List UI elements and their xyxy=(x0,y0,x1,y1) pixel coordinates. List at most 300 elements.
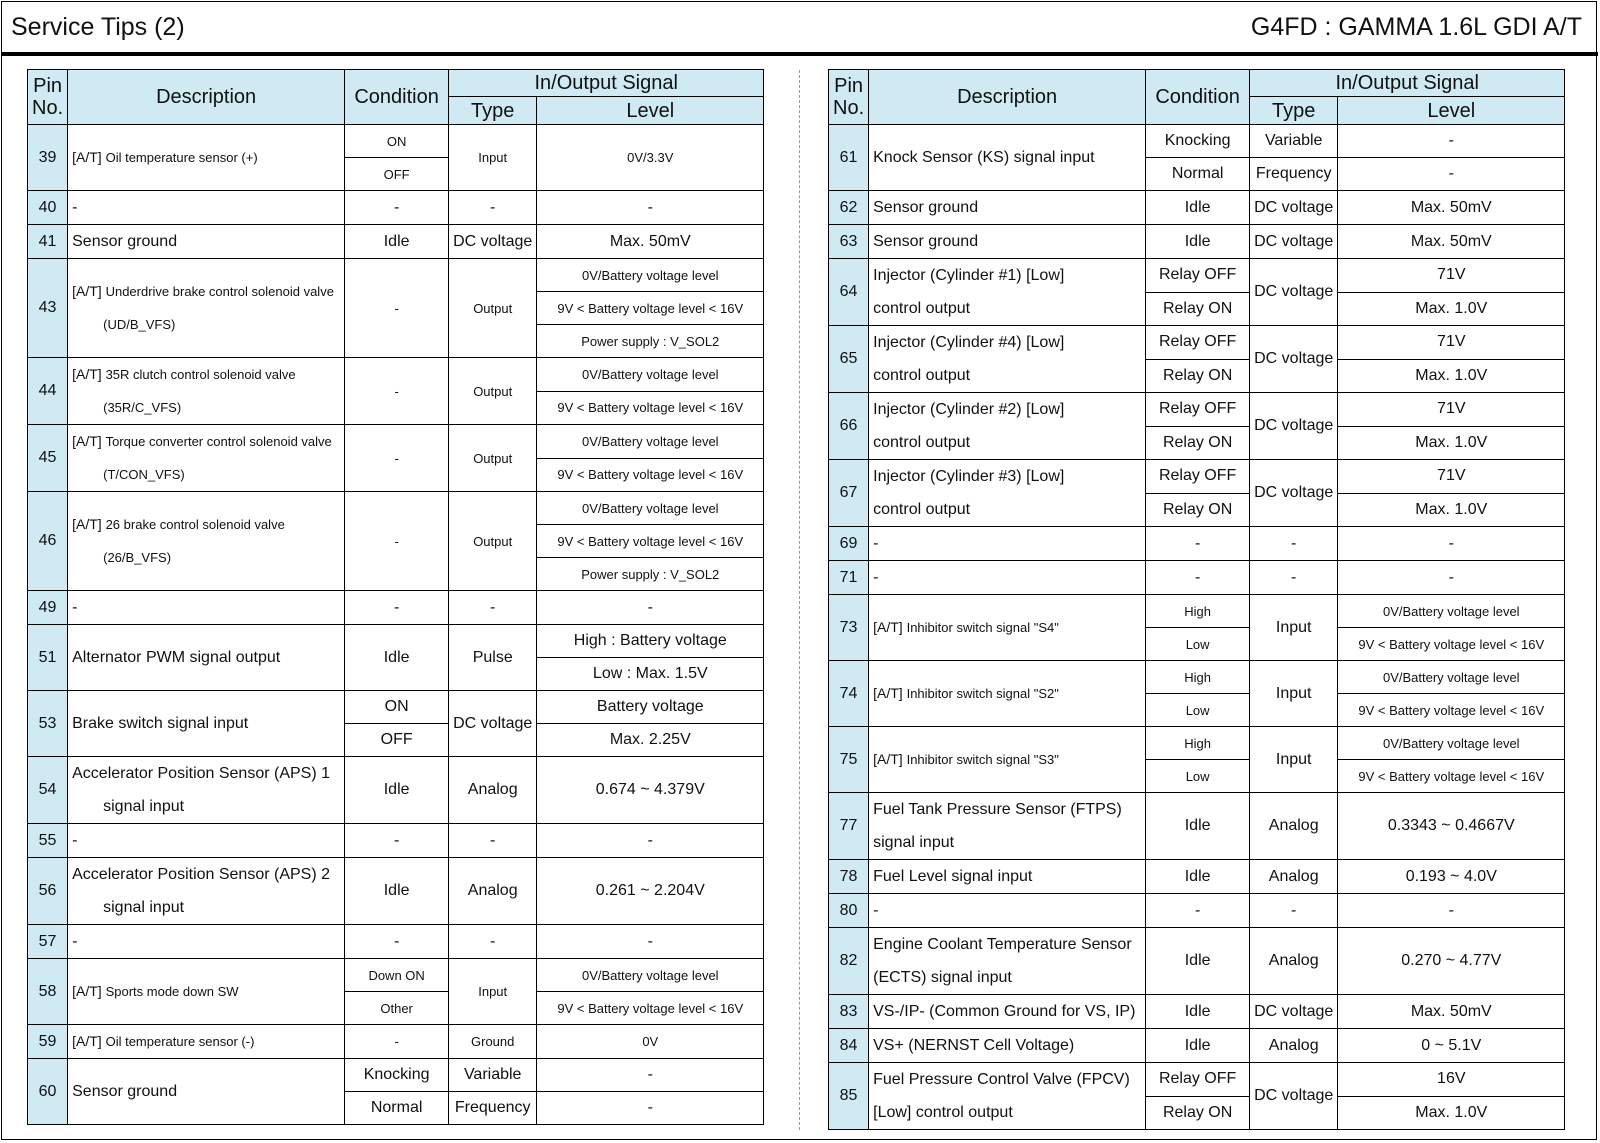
signal-level: 0.261 ~ 2.204V xyxy=(537,858,764,925)
col-pin-label: Pin xyxy=(834,75,864,97)
description-line: Sensor ground xyxy=(873,233,979,250)
condition-cell: Relay ON xyxy=(1146,1096,1250,1130)
description-text: Inhibitor switch signal "S3" xyxy=(906,752,1059,767)
signal-level: 0V/Battery voltage level xyxy=(537,425,764,459)
pin-number: 65 xyxy=(829,326,869,393)
pin-row xyxy=(28,625,764,658)
pin-number: 53 xyxy=(28,691,68,757)
pin-row xyxy=(829,460,1565,494)
description-line: (T/CON_VFS) xyxy=(103,467,185,482)
signal-type: - xyxy=(449,191,537,225)
description-line xyxy=(873,743,1141,776)
col-type-header: Type xyxy=(1250,97,1338,125)
signal-level: 9V < Battery voltage level < 16V xyxy=(1338,694,1565,727)
pin-number: 64 xyxy=(829,259,869,326)
signal-level: 0V/Battery voltage level xyxy=(537,959,764,992)
signal-level: 9V < Battery voltage level < 16V xyxy=(537,992,764,1025)
description-line xyxy=(72,275,340,308)
pin-number: 45 xyxy=(28,425,68,492)
signal-level: 0V/Battery voltage level xyxy=(537,259,764,292)
pin-number: 80 xyxy=(829,894,869,928)
signal-level: 9V < Battery voltage level < 16V xyxy=(537,391,764,425)
pin-description xyxy=(68,259,345,358)
col-pin-header xyxy=(28,70,68,125)
condition-cell: - xyxy=(345,259,449,358)
description-text: Inhibitor switch signal "S2" xyxy=(906,686,1059,701)
col-signal-header: In/Output Signal xyxy=(449,70,764,97)
description-line: Knock Sensor (KS) signal input xyxy=(873,149,1095,166)
at-prefix: [A/T] xyxy=(72,433,106,449)
description-line xyxy=(72,141,340,174)
signal-type: Output xyxy=(449,425,537,492)
pin-description xyxy=(869,995,1146,1029)
pin-number: 54 xyxy=(28,757,68,824)
description-line: Sensor ground xyxy=(873,199,979,216)
signal-type: Variable xyxy=(449,1059,537,1092)
condition-cell: Relay OFF xyxy=(1146,460,1250,494)
pin-row xyxy=(829,860,1565,894)
pin-row xyxy=(829,1063,1565,1097)
pin-description xyxy=(68,425,345,492)
signal-level: 0V/Battery voltage level xyxy=(1338,595,1565,628)
condition-cell: Knocking xyxy=(1146,125,1250,158)
condition-cell: - xyxy=(345,358,449,425)
pin-table-right xyxy=(828,69,1565,1130)
pin-description xyxy=(869,561,1146,595)
column-divider xyxy=(799,70,800,1130)
page-header xyxy=(2,2,1598,56)
description-line: (26/B_VFS) xyxy=(103,550,172,565)
pin-row xyxy=(28,858,764,925)
description-line: Injector (Cylinder #3) [Low] xyxy=(873,468,1065,485)
pin-row xyxy=(28,225,764,259)
signal-level: - xyxy=(1338,894,1565,928)
pin-number: 63 xyxy=(829,225,869,259)
signal-level: - xyxy=(537,925,764,959)
pin-number: 77 xyxy=(829,793,869,860)
pin-description xyxy=(68,625,345,691)
pin-row xyxy=(829,995,1565,1029)
pin-description xyxy=(68,1059,345,1125)
condition-cell: Other xyxy=(345,992,449,1025)
condition-cell: Relay ON xyxy=(1146,426,1250,460)
condition-cell: - xyxy=(345,925,449,959)
signal-type: - xyxy=(1250,894,1338,928)
condition-cell: OFF xyxy=(345,158,449,191)
description-line: Accelerator Position Sensor (APS) 1 xyxy=(72,765,331,782)
signal-type: DC voltage xyxy=(449,691,537,757)
pin-row xyxy=(28,492,764,525)
col-condition-header: Condition xyxy=(1146,70,1250,125)
description-line: (ECTS) signal input xyxy=(873,969,1012,986)
pin-description xyxy=(68,492,345,591)
condition-cell: Idle xyxy=(345,225,449,259)
at-prefix: [A/T] xyxy=(72,149,106,165)
condition-cell: - xyxy=(345,492,449,591)
signal-level: - xyxy=(537,591,764,625)
page-title: Service Tips (2) xyxy=(11,13,185,41)
condition-cell: - xyxy=(1146,561,1250,595)
signal-level: Max. 50mV xyxy=(1338,191,1565,225)
signal-level: Power supply : V_SOL2 xyxy=(537,325,764,358)
pin-row xyxy=(829,661,1565,694)
condition-cell: High xyxy=(1146,727,1250,760)
signal-type: Input xyxy=(1250,727,1338,793)
pin-number: 55 xyxy=(28,824,68,858)
condition-cell: Relay OFF xyxy=(1146,1063,1250,1097)
at-prefix: [A/T] xyxy=(72,283,106,299)
condition-cell: Normal xyxy=(1146,158,1250,191)
description-line: - xyxy=(72,599,78,616)
at-prefix: [A/T] xyxy=(72,983,106,999)
description-line: - xyxy=(72,832,78,849)
pin-row xyxy=(829,527,1565,561)
pin-number: 57 xyxy=(28,925,68,959)
signal-type: DC voltage xyxy=(1250,225,1338,259)
pin-row xyxy=(28,358,764,392)
pin-row xyxy=(829,125,1565,158)
pin-description xyxy=(68,191,345,225)
description-line: Injector (Cylinder #4) [Low] xyxy=(873,334,1065,351)
condition-cell: Idle xyxy=(345,625,449,691)
signal-level: 71V xyxy=(1338,259,1565,293)
signal-level: 9V < Battery voltage level < 16V xyxy=(537,458,764,492)
signal-level: Max. 1.0V xyxy=(1338,426,1565,460)
pin-row xyxy=(829,1029,1565,1063)
col-level-header: Level xyxy=(1338,97,1565,125)
description-line: - xyxy=(873,569,879,586)
signal-level: 0.3343 ~ 0.4667V xyxy=(1338,793,1565,860)
pin-description xyxy=(68,225,345,259)
description-line: - xyxy=(72,199,78,216)
description-line: control output xyxy=(873,434,971,451)
pin-number: 46 xyxy=(28,492,68,591)
description-line: signal input xyxy=(103,798,185,815)
col-condition-header: Condition xyxy=(345,70,449,125)
description-line: signal input xyxy=(873,834,955,851)
description-line xyxy=(72,1025,340,1058)
pin-row xyxy=(829,561,1565,595)
at-prefix: [A/T] xyxy=(72,1033,106,1049)
col-pin-label-2: No. xyxy=(833,97,865,119)
pin-row xyxy=(28,757,764,824)
pin-row xyxy=(28,691,764,724)
condition-cell: Idle xyxy=(1146,225,1250,259)
pin-description xyxy=(68,757,345,824)
signal-level: 9V < Battery voltage level < 16V xyxy=(1338,628,1565,661)
pin-number: 73 xyxy=(829,595,869,661)
description-text: 26 brake control solenoid valve xyxy=(105,517,285,532)
pin-row xyxy=(28,425,764,459)
description-line: Fuel Level signal input xyxy=(873,868,1033,885)
condition-cell: - xyxy=(345,1025,449,1059)
condition-cell: Relay OFF xyxy=(1146,326,1250,360)
condition-cell: - xyxy=(345,425,449,492)
pin-number: 49 xyxy=(28,591,68,625)
col-type-header: Type xyxy=(449,97,537,125)
signal-level: 9V < Battery voltage level < 16V xyxy=(537,292,764,325)
description-line: - xyxy=(873,535,879,552)
description-text: Oil temperature sensor (-) xyxy=(105,1034,255,1049)
description-line xyxy=(72,358,340,391)
signal-type: Analog xyxy=(1250,793,1338,860)
signal-level: Max. 1.0V xyxy=(1338,292,1565,326)
pin-number: 78 xyxy=(829,860,869,894)
signal-level: 0V xyxy=(537,1025,764,1059)
signal-level: Max. 50mV xyxy=(1338,995,1565,1029)
signal-level: 16V xyxy=(1338,1063,1565,1097)
signal-level: Max. 50mV xyxy=(537,225,764,259)
pin-description xyxy=(68,691,345,757)
condition-cell: Low xyxy=(1146,628,1250,661)
signal-level: 0.674 ~ 4.379V xyxy=(537,757,764,824)
pin-description xyxy=(68,1025,345,1059)
pin-row xyxy=(829,259,1565,293)
description-line: Alternator PWM signal output xyxy=(72,649,281,666)
pin-description xyxy=(869,860,1146,894)
signal-type: Variable xyxy=(1250,125,1338,158)
description-line: Sensor ground xyxy=(72,1083,178,1100)
pin-number: 75 xyxy=(829,727,869,793)
at-prefix: [A/T] xyxy=(873,685,907,701)
pin-row xyxy=(28,1025,764,1059)
description-line: signal input xyxy=(103,899,185,916)
condition-cell: Idle xyxy=(1146,860,1250,894)
pin-row xyxy=(28,259,764,292)
signal-level: Battery voltage xyxy=(537,691,764,724)
pin-row xyxy=(829,191,1565,225)
description-text: Oil temperature sensor (+) xyxy=(105,150,258,165)
signal-level: - xyxy=(537,1059,764,1092)
signal-type: Analog xyxy=(1250,928,1338,995)
description-text: Inhibitor switch signal "S4" xyxy=(906,620,1059,635)
pin-number: 74 xyxy=(829,661,869,727)
pin-number: 82 xyxy=(829,928,869,995)
pin-number: 40 xyxy=(28,191,68,225)
signal-type: DC voltage xyxy=(1250,191,1338,225)
signal-type: Output xyxy=(449,358,537,425)
description-text: Sports mode down SW xyxy=(105,984,239,999)
pin-description xyxy=(869,527,1146,561)
pin-description xyxy=(68,358,345,425)
pin-row xyxy=(829,393,1565,427)
condition-cell: ON xyxy=(345,125,449,158)
pin-description xyxy=(68,858,345,925)
col-level-header: Level xyxy=(537,97,764,125)
signal-type: DC voltage xyxy=(1250,326,1338,393)
signal-type: Input xyxy=(449,125,537,191)
pin-row xyxy=(829,595,1565,628)
pin-description xyxy=(869,225,1146,259)
condition-cell: Idle xyxy=(1146,995,1250,1029)
pin-row xyxy=(829,326,1565,360)
condition-cell: Idle xyxy=(1146,1029,1250,1063)
pin-number: 62 xyxy=(829,191,869,225)
at-prefix: [A/T] xyxy=(873,619,907,635)
pin-description xyxy=(869,727,1146,793)
pin-number: 61 xyxy=(829,125,869,191)
condition-cell: Relay ON xyxy=(1146,359,1250,393)
pin-description xyxy=(869,259,1146,326)
condition-cell: Idle xyxy=(345,858,449,925)
pin-number: 67 xyxy=(829,460,869,527)
at-prefix: [A/T] xyxy=(72,366,106,382)
condition-cell: Relay ON xyxy=(1146,292,1250,326)
pin-description xyxy=(869,928,1146,995)
pin-description xyxy=(68,824,345,858)
col-pin-label: Pin xyxy=(33,75,63,97)
description-line xyxy=(873,611,1141,644)
signal-type: DC voltage xyxy=(1250,995,1338,1029)
signal-level: Power supply : V_SOL2 xyxy=(537,558,764,591)
condition-cell: - xyxy=(345,824,449,858)
signal-level: High : Battery voltage xyxy=(537,625,764,658)
pin-number: 59 xyxy=(28,1025,68,1059)
signal-level: 0V/Battery voltage level xyxy=(537,358,764,392)
description-line: control output xyxy=(873,501,971,518)
condition-cell: OFF xyxy=(345,724,449,757)
pin-number: 84 xyxy=(829,1029,869,1063)
signal-level: Low : Max. 1.5V xyxy=(537,658,764,691)
condition-cell: Normal xyxy=(345,1092,449,1125)
pin-number: 69 xyxy=(829,527,869,561)
signal-type: - xyxy=(1250,561,1338,595)
col-pin-header xyxy=(829,70,869,125)
signal-level: 9V < Battery voltage level < 16V xyxy=(1338,760,1565,793)
condition-cell: Low xyxy=(1146,760,1250,793)
signal-type: - xyxy=(449,925,537,959)
signal-type: - xyxy=(1250,527,1338,561)
description-line: [Low] control output xyxy=(873,1104,1013,1121)
col-signal-header: In/Output Signal xyxy=(1250,70,1565,97)
pin-description xyxy=(869,1063,1146,1130)
signal-level: 71V xyxy=(1338,393,1565,427)
engine-model: G4FD : GAMMA 1.6L GDI A/T xyxy=(1250,13,1582,41)
description-line: Accelerator Position Sensor (APS) 2 xyxy=(72,866,331,883)
pin-row xyxy=(28,1059,764,1092)
pin-description xyxy=(68,125,345,191)
condition-cell: Idle xyxy=(1146,191,1250,225)
pin-description xyxy=(869,793,1146,860)
description-line xyxy=(873,677,1141,710)
description-line: VS-/IP- (Common Ground for VS, IP) xyxy=(873,1003,1136,1020)
signal-type: - xyxy=(449,591,537,625)
description-text: 35R clutch control solenoid valve xyxy=(105,367,296,382)
signal-type: Analog xyxy=(449,858,537,925)
pin-description xyxy=(68,591,345,625)
signal-type: Ground xyxy=(449,1025,537,1059)
signal-type: - xyxy=(449,824,537,858)
pin-number: 41 xyxy=(28,225,68,259)
description-line: (35R/C_VFS) xyxy=(103,400,182,415)
pin-row xyxy=(28,591,764,625)
at-prefix: [A/T] xyxy=(873,751,907,767)
pin-description xyxy=(869,393,1146,460)
pin-row xyxy=(829,928,1565,995)
description-line: control output xyxy=(873,367,971,384)
description-text: Torque converter control solenoid valve xyxy=(105,434,332,449)
signal-level: Max. 1.0V xyxy=(1338,1096,1565,1130)
pin-number: 71 xyxy=(829,561,869,595)
pin-number: 66 xyxy=(829,393,869,460)
signal-level: 0 ~ 5.1V xyxy=(1338,1029,1565,1063)
pin-row xyxy=(829,727,1565,760)
signal-type: Analog xyxy=(449,757,537,824)
col-description-header: Description xyxy=(869,70,1146,125)
signal-level: 9V < Battery voltage level < 16V xyxy=(537,525,764,558)
signal-type: Frequency xyxy=(449,1092,537,1125)
pin-row xyxy=(829,894,1565,928)
condition-cell: High xyxy=(1146,661,1250,694)
description-line: VS+ (NERNST Cell Voltage) xyxy=(873,1037,1075,1054)
signal-level: - xyxy=(537,824,764,858)
description-line: Injector (Cylinder #1) [Low] xyxy=(873,267,1065,284)
condition-cell: Relay OFF xyxy=(1146,259,1250,293)
signal-level: 0.270 ~ 4.77V xyxy=(1338,928,1565,995)
pin-table-left xyxy=(27,69,764,1125)
at-prefix: [A/T] xyxy=(72,516,106,532)
signal-type: Input xyxy=(1250,595,1338,661)
condition-cell: - xyxy=(1146,894,1250,928)
signal-type: Output xyxy=(449,259,537,358)
signal-level: - xyxy=(537,1092,764,1125)
description-line xyxy=(72,508,340,541)
condition-cell: - xyxy=(345,591,449,625)
pin-description xyxy=(869,326,1146,393)
signal-level: 0V/3.3V xyxy=(537,125,764,191)
description-line xyxy=(72,425,340,458)
condition-cell: Relay ON xyxy=(1146,493,1250,527)
pin-row xyxy=(28,125,764,158)
description-text: Underdrive brake control solenoid valve xyxy=(105,284,334,299)
condition-cell: Relay OFF xyxy=(1146,393,1250,427)
condition-cell: Down ON xyxy=(345,959,449,992)
description-line: Injector (Cylinder #2) [Low] xyxy=(873,401,1065,418)
condition-cell: Low xyxy=(1146,694,1250,727)
signal-type: Input xyxy=(449,959,537,1025)
description-line: Fuel Tank Pressure Sensor (FTPS) xyxy=(873,801,1122,818)
signal-type: Analog xyxy=(1250,1029,1338,1063)
pin-number: 58 xyxy=(28,959,68,1025)
pin-row xyxy=(28,191,764,225)
signal-level: 71V xyxy=(1338,460,1565,494)
col-pin-label-2: No. xyxy=(32,97,64,119)
signal-level: - xyxy=(1338,527,1565,561)
pin-number: 51 xyxy=(28,625,68,691)
signal-level: Max. 1.0V xyxy=(1338,359,1565,393)
signal-level: - xyxy=(537,191,764,225)
signal-type: DC voltage xyxy=(1250,1063,1338,1130)
condition-cell: - xyxy=(345,191,449,225)
pin-number: 60 xyxy=(28,1059,68,1125)
pin-description xyxy=(869,125,1146,191)
description-line: Brake switch signal input xyxy=(72,715,249,732)
description-line: Sensor ground xyxy=(72,233,178,250)
pin-number: 56 xyxy=(28,858,68,925)
description-line: (UD/B_VFS) xyxy=(103,317,176,332)
pin-number: 85 xyxy=(829,1063,869,1130)
signal-level: 0V/Battery voltage level xyxy=(537,492,764,525)
pin-description xyxy=(68,925,345,959)
pin-description xyxy=(869,191,1146,225)
signal-type: Input xyxy=(1250,661,1338,727)
pin-number: 44 xyxy=(28,358,68,425)
signal-level: 0V/Battery voltage level xyxy=(1338,661,1565,694)
pin-row xyxy=(28,959,764,992)
pin-number: 43 xyxy=(28,259,68,358)
signal-type: DC voltage xyxy=(1250,259,1338,326)
pin-description xyxy=(869,595,1146,661)
